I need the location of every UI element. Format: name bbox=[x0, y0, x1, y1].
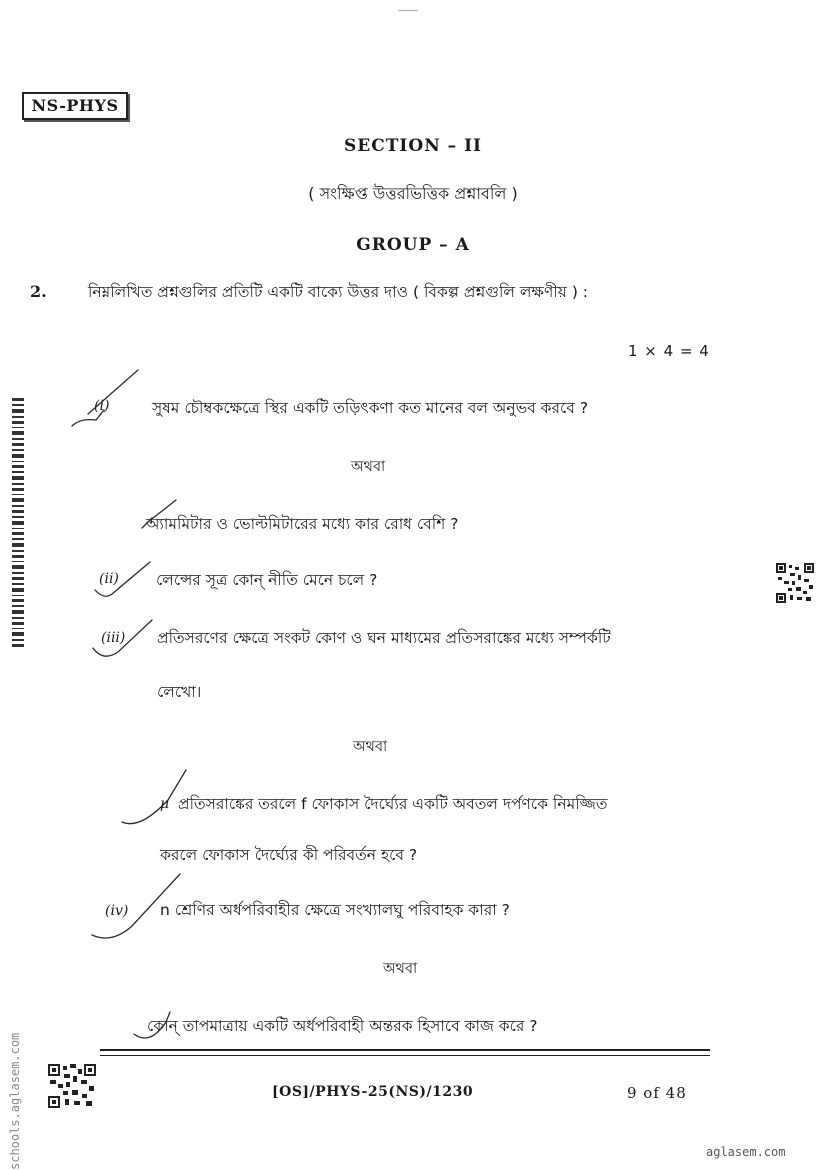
top-mark bbox=[398, 10, 418, 11]
question-number: 2. bbox=[30, 282, 47, 301]
qr-code-left bbox=[48, 1064, 96, 1108]
section-title: SECTION – II bbox=[344, 136, 482, 156]
footer-rule-thin bbox=[100, 1055, 710, 1056]
item-label-mu: μ bbox=[160, 796, 170, 812]
item-label-iii: (iii) bbox=[101, 630, 126, 646]
marks-allocation: 1 × 4 = 4 bbox=[628, 342, 710, 360]
item-text-iii-line2: লেখো। bbox=[157, 683, 202, 701]
qr-code-right bbox=[776, 563, 814, 603]
item-text-iii-line1: প্রতিসরণের ক্ষেত্রে সংকট কোণ ও ঘন মাধ্যমের প্রতিসরাঙ্কের মধ্যে সম্পর্কটি bbox=[157, 629, 611, 647]
item-text-i: সুষম চৌম্বকক্ষেত্রে স্থির একটি তড়িৎকণা কত মানের বল অনুভব করবে ? bbox=[152, 399, 589, 417]
item-label-ii: (ii) bbox=[99, 571, 119, 587]
item-label-i: (i) bbox=[94, 398, 110, 414]
item-text-iv: n শ্রেণির অর্ধপরিবাহীর ক্ষেত্রে সংখ্যালঘু পরিবাহক কারা ? bbox=[160, 901, 510, 919]
item-text-ii: লেন্সের সূত্র কোন্ নীতি মেনে চলে ? bbox=[156, 571, 378, 589]
footer-paper-code: [OS]/PHYS-25(NS)/1230 bbox=[272, 1084, 474, 1100]
section-subtitle: ( সংক্ষিপ্ত উত্তরভিত্তিক প্রশ্নাবলি ) bbox=[308, 184, 518, 203]
footer-rule bbox=[100, 1049, 710, 1051]
group-title: GROUP – A bbox=[356, 235, 470, 255]
side-watermark: schools.aglasem.com bbox=[8, 1032, 22, 1170]
question-instruction: নিম্নলিখিত প্রশ্নগুলির প্রতিটি একটি বাক্যে উত্তর দাও ( বিকল্প প্রশ্নগুলি লক্ষণীয় ) : bbox=[88, 283, 589, 301]
or-label-1: অথবা bbox=[351, 459, 386, 475]
item-text-iv-alt: কোন্ তাপমাত্রায় একটি অর্ধপরিবাহী অন্তরক হিসাবে কাজ করে ? bbox=[147, 1017, 538, 1035]
footer-page-number: 9 of 48 bbox=[627, 1084, 687, 1102]
barcode-strip bbox=[12, 398, 24, 650]
item-text-i-alt: অ্যামমিটার ও ভোল্টমিটারের মধ্যে কার রোধ বেশি ? bbox=[146, 515, 459, 533]
or-label-3: অথবা bbox=[383, 961, 418, 977]
paper-code-box: NS-PHYS bbox=[22, 92, 128, 120]
item-text-iii-alt-line2: করলে ফোকাস দৈর্ঘ্যের কী পরিবর্তন হবে ? bbox=[160, 846, 418, 864]
or-label-2: অথবা bbox=[353, 739, 388, 755]
site-watermark: aglasem.com bbox=[706, 1145, 786, 1159]
item-label-iv: (iv) bbox=[105, 903, 129, 919]
item-text-iii-alt-line1: প্রতিসরাঙ্কের তরলে f ফোকাস দৈর্ঘ্যের একটি অবতল দর্পণকে নিমজ্জিত bbox=[178, 795, 608, 813]
